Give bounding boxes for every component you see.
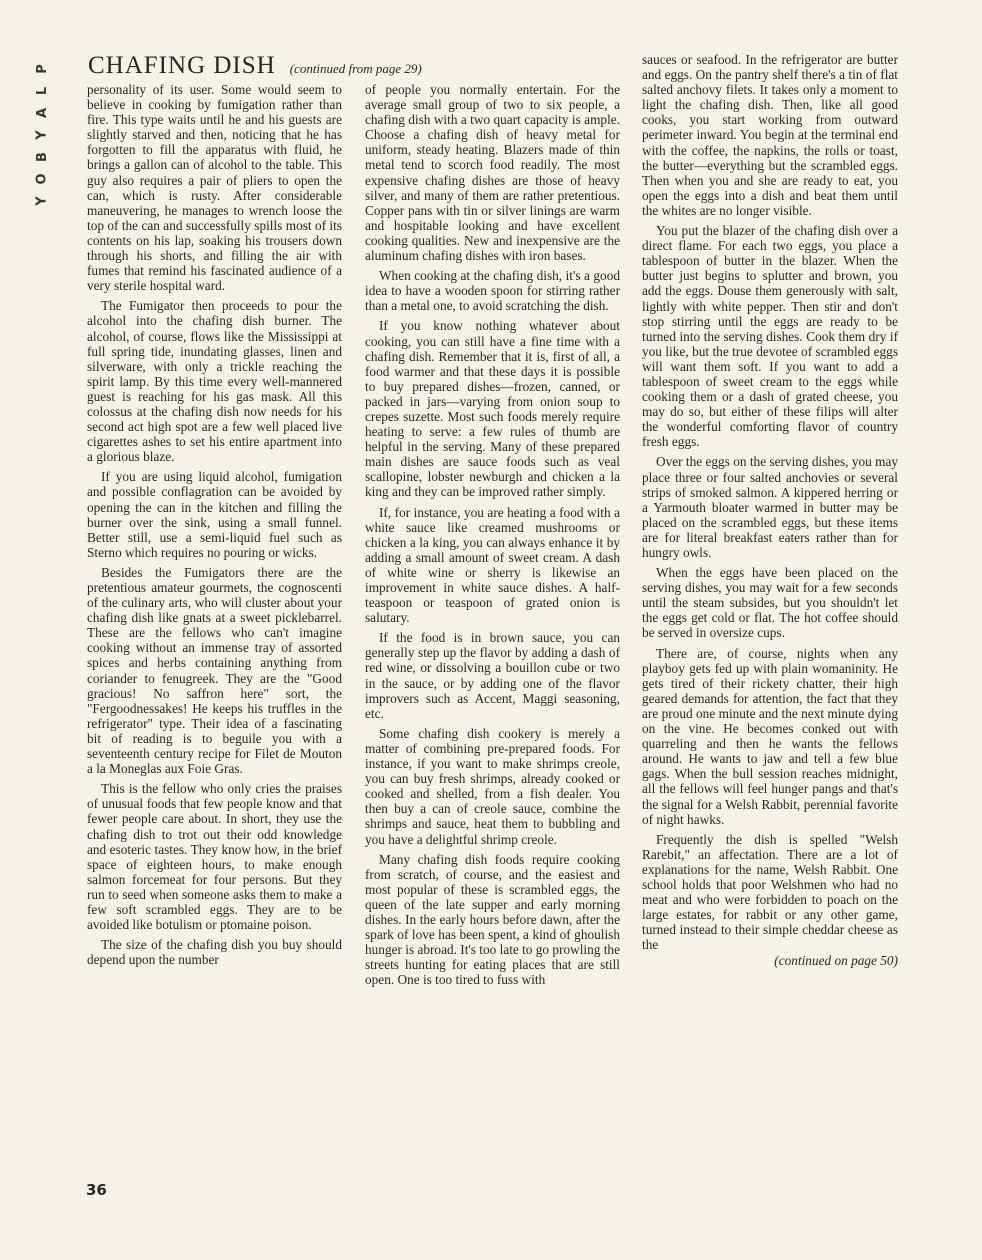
masthead-letter: A [35, 107, 50, 119]
paragraph: When the eggs have been placed on the serving dishes, you may wait for a few seconds until the steam subsides, but you shouldn't let the eggs get cold or flat. The hot coffee should be served in oversize cups. [642, 565, 898, 641]
masthead-letter: P [35, 64, 50, 74]
masthead-letter: Y [34, 130, 50, 140]
paragraph: Many chafing dish foods require cooking from scratch, of course, and the easiest and most popular of these is scrambled eggs, the queen of the late supper and early morning dishes. In the early hours before dawn, after the spark of love has been spent, a kind of ghoulish hunger is abroad. It's too late to go prowling the streets hunting for eating places that are still open. One is too tired to fuss with [365, 851, 620, 988]
article-header [88, 52, 422, 80]
text-column-2 [365, 82, 620, 992]
paragraph: Over the eggs on the serving dishes, you may place three or four salted anchovies or several strips of smoked salmon. A kippered herring or a Yarmouth bloater warmed in butter may be placed on the scrambled eggs, but these items are for literal breakfast eaters rather than for hungry owls. [642, 454, 898, 560]
text-column-3 [642, 52, 898, 974]
masthead-letter: O [35, 173, 50, 185]
page-number: 36 [86, 1181, 107, 1199]
paragraph: If you are using liquid alcohol, fumigation and possible conflagration can be avoided by opening the can in the kitchen and filling the burner over the sink, using a small funnel. Better still, use a semi-liquid fuel such as Sterno which requires no pouring or wicks. [87, 469, 342, 560]
masthead-letter: Y [34, 196, 50, 206]
paragraph: You put the blazer of the chafing dish over a direct flame. For each two eggs, you place a tablespoon of butter in the blazer. When the butter just begins to splutter and brown, you add the eggs. Douse them generously with salt, lightly with white pepper. Then stir and don't stop stirring until the eggs are ready to be turned into the serving dishes. Cook them dry if you like, but the true devotee of scrambled eggs will want them soft. If you want to add a tablespoon of sweet cream to the eggs while cooking them or a dash of grated cheese, you may do so, but either of these filips will alter the wonderful comforting flavor of country fresh eggs. [642, 223, 898, 450]
paragraph: If, for instance, you are heating a food with a white sauce like creamed mushrooms or chicken a la king, you can always enhance it by adding a small amount of sweet cream. A dash of white wine or sherry is likewise an improvement in white sauce dishes. A half-teaspoon or teaspoon of grated onion is salutary. [365, 504, 620, 626]
paragraph: Some chafing dish cookery is merely a matter of combining pre-prepared foods. For instance, if you want to make shrimps creole, you can buy fresh shrimps, already cooked or cooked and shelled, from a fish dealer. You then buy a can of creole sauce, combine the shrimps and sauce, heat them to bubbling and you have a delightful shrimp creole. [365, 725, 620, 847]
paragraph: The Fumigator then proceeds to pour the alcohol into the chafing dish burner. The alcohol, of course, flows like the Mississippi at full spring tide, inundating glasses, linen and silverware, with only a trickle reaching the spirit lamp. By this time every well-mannered guest is reaching for his gas mask. All this colossus at the chafing dish now needs for his second act high spot are a few well placed live cigarettes ashes to set his entire apartment into a glorious blaze. [87, 298, 342, 465]
masthead-letter: L [34, 86, 50, 96]
paragraph: This is the fellow who only cries the praises of unusual foods that few people know and that fewer people care about. In short, they use the chafing dish to trot out their odd knowledge and esoteric tastes. They know how, in the brief space of eighteen hours, to make enough salmon forcemeat for four persons. But they run to seed when someone asks them to make a few soft scrambled eggs. They are to be avoided like botulism or ptomaine poison. [87, 781, 342, 933]
paragraph: sauces or seafood. In the refrigerator are butter and eggs. On the pantry shelf there's a tin of flat salted anchovy filets. It takes only a moment to light the chafing dish. Then, like all good cooks, you start working from outward perimeter inward. You begin at the terminal end with the coffee, the napkins, the rolls or toast, the butter—everything but the scrambled eggs. Then when you and she are ready to eat, you open the eggs into a dish and beat them until the whites are no longer visible. [642, 52, 898, 218]
paragraph: The size of the chafing dish you buy should depend upon the number [87, 937, 342, 968]
paragraph: personality of its user. Some would seem to believe in cooking by fumigation rather than fire. This type waits until he and his guests are slightly starved and then, noticing that he has forgotten to fill the apparatus with fluid, he brings a gallon can of alcohol to the table. This guy also requires a pair of pliers to open the can, which is rusty. After considerable maneuvering, he manages to wrench loose the top of the can and successfully spills most of its contents on his lap, soaking his trousers down through his shorts, and filling the air with fumes that remind his fascinated audience of a very sterile hospital ward. [87, 82, 342, 294]
paragraph: When cooking at the chafing dish, it's a good idea to have a wooden spoon for stirring rather than a metal one, to avoid scratching the dish. [365, 268, 620, 314]
continued-from-note: (continued from page 29) [289, 61, 422, 76]
side-masthead [33, 58, 53, 212]
text-column-1 [87, 82, 342, 972]
paragraph: Frequently the dish is spelled "Welsh Rarebit," an affectation. There are a lot of explanations for the name, Welsh Rabbit. One school holds that poor Welshmen who had no meat and who were forbidden to poach on the large estates, for rabbit or any other game, turned instead to their simple cheddar cheese as the [642, 831, 898, 953]
paragraph: of people you normally entertain. For the average small group of two to six people, a chafing dish with a two quart capacity is ample. Choose a chafing dish of heavy metal for uniform, steady heating. Blazers made of thin metal tend to scorch food readily. The most expensive chafing dishes are those of heavy silver, and many of them are rather pretentious. Copper pans with tin or silver linings are warm and hospitable looking and have excellent cooking qualities. New and inexpensive are the aluminum chafing dishes with iron bases. [365, 82, 620, 264]
paragraph: If the food is in brown sauce, you can generally step up the flavor by adding a dash of red wine, or dissolving a bouillon cube or two in the sauce, or by adding one of the flavor improvers such as Accent, Maggi seasoning, etc. [365, 630, 620, 721]
paragraph: Besides the Fumigators there are the pretentious amateur gourmets, the cognoscenti of the culinary arts, who will cluster about your chafing dish like gnats at a sweet picklebarrel. These are the fellows who can't imagine cooking without an immense tray of assorted spices and herbs containing anything from coriander to fenugreek. They are the "Good gracious! No saffron here" sort, the "Fergoodnessakes! He keeps his truffles in the refrigerator" type. Their idea of a fascinating bit of reading is to beguile you with a seventeenth century recipe for Filet de Mouton a la Moneglas aux Foie Gras. [87, 564, 342, 777]
article-title: CHAFING DISH [88, 52, 276, 79]
masthead-letter: B [34, 152, 50, 162]
paragraph: If you know nothing whatever about cooking, you can still have a fine time with a chafing dish. Remember that it is, first of all, a food warmer and that these days it is possible to buy prepared dishes—frozen, canned, or packed in jars—varying from onion soup to crepes suzette. Most such foods merely require heating to serve: a few rules of thumb are helpful in the serving. Many of these prepared main dishes are sauce foods such as veal scallopine, lobster newburgh and chicken a la king and they can be improved rather simply. [365, 318, 620, 500]
continued-on-note: (continued on page 50) [774, 953, 898, 969]
paragraph: There are, of course, nights when any playboy gets fed up with plain womaninity. He gets tired of their rickety chatter, their high geared demands for attention, the fact that they are proud one minute and the next minute dying on the vine. He becomes conked out with quarreling and then he wants the fellows around. He wants to jaw and tell a few blue gags. When the bull session reaches midnight, all the fellows will feel hunger pangs and that's the signal for a Welsh Rabbit, perennial favorite of night hawks. [642, 645, 898, 827]
